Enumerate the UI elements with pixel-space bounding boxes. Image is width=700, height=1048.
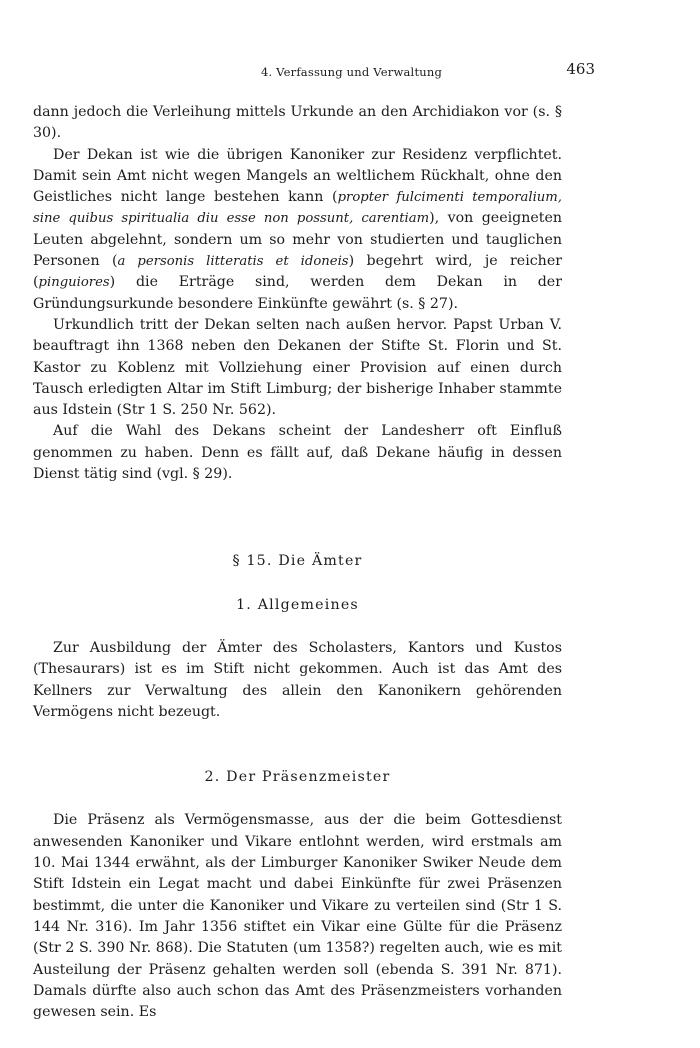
spacer <box>33 723 562 767</box>
text-span: ) begehrt wird, je reicher ( <box>33 253 562 291</box>
spacer <box>33 485 562 551</box>
spacer <box>33 573 562 595</box>
paragraph: Urkundlich tritt der Dekan selten nach außen hervor. Papst Urban V. beauftragt ihn 1368 neben den Dekanen der Stifte St. Florin und St. Kastor zu Koblenz mit Vollziehung einer Provision auf einen durch Tausch erledigten Altar im Stift Limburg; der bisherige Inhaber stammte aus Idstein (Str 1 S. 250 Nr. 562). <box>33 316 562 419</box>
text-span: Der Dekan ist wie die übrigen Kanoniker zur Residenz verpflichtet. Damit sein Amt nicht wegen Mangels an weltlichem Rückhalt, ohne den Geistliches nicht lange bestehen kann ( <box>33 146 562 206</box>
text-span: ), von geeigneten Leuten abgelehnt, sondern um so mehr von studierten und tauglichen Personen ( <box>33 210 562 270</box>
subsection-heading: 2. Der Präsenzmeister <box>204 769 391 786</box>
paragraph: Die Präsenz als Vermögensmasse, aus der die beim Gottesdienst anwesenden Kanoniker und Vikare entlohnt werden, wird erstmals am 10. Mai 1344 erwähnt, als der Limburger Kanoniker Swiker Neude dem Stift Idstein ein Legat macht und dabei Einkünfte für zwei Präsenzen bestimmt, die unter die Kanoniker und Vikare zu verteilen sind (Str 1 S. 144 Nr. 316). Im Jahr 1356 stiftet ein Vikar eine Gülte für die Präsenz (Str 2 S. 390 Nr. 868). Die Statuten (um 1358?) regelten auch, wie es mit Austeilung der Präsenz gehalten werden soll (ebenda S. 391 Nr. 871). Damals dürfte also auch schon das Amt des Präsenzmeisters vorhanden gewesen sein. Es <box>33 812 562 1021</box>
text-span: ) die Erträge sind, werden dem Dekan in der Gründungsurkunde besondere Einkünfte gewährt (s. § 27). <box>33 274 562 312</box>
running-head: 4. Verfassung und Verwaltung <box>260 65 443 79</box>
spacer <box>33 788 562 810</box>
spacer <box>33 616 562 638</box>
page-number: 463 <box>566 60 595 78</box>
latin-quote: propter fulcimenti temporalium, sine quibus spiritualia diu esse non possunt, carentiam <box>33 190 562 227</box>
paragraph <box>33 145 562 315</box>
body-text <box>33 102 562 1023</box>
subsection-heading: 1. Allgemeines <box>236 596 359 613</box>
section-heading: § 15. Die Ämter <box>232 553 363 570</box>
latin-quote: a personis litteratis et idoneis <box>117 254 349 270</box>
page-header <box>33 62 670 88</box>
paragraph: Auf die Wahl des Dekans scheint der Landesherr oft Einfluß genommen zu haben. Denn es fällt auf, daß Dekane häufig in dessen Dienst tätig sind (vgl. § 29). <box>33 423 562 483</box>
latin-quote: pinguiores <box>38 275 110 291</box>
paragraph: Zur Ausbildung der Ämter des Scholasters, Kantors und Kustos (Thesaurars) ist es im Stift nicht gekommen. Auch ist das Amt des Kellners zur Verwaltung des allein den Kanonikern gehörenden Vermögens nicht bezeugt. <box>33 639 562 720</box>
paragraph: dann jedoch die Verleihung mittels Urkunde an den Archidiakon vor (s. § 30). <box>33 104 562 142</box>
